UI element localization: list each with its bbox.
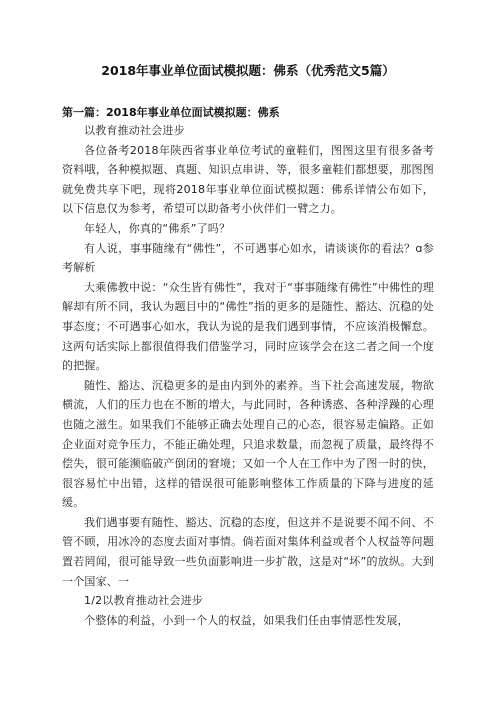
paragraph-subtitle: 以教育推动社会进步 <box>84 124 185 137</box>
paragraph-question-title: 年轻人，你真的“佛系”了吗？ <box>84 221 231 235</box>
document-title: 2018年事业单位面试模拟题：佛系（优秀范文5篇） <box>101 63 395 78</box>
paragraph-continuation: 个整体的利益，小到一个人的权益，如果我们任由事情恶性发展， <box>84 613 409 627</box>
paragraph-analysis-2: 随性、豁达、沉稳更多的是由内到外的素养。当下社会高速发展，物欲横流，人们的压力也在不断的增大，与此同时，各种诱惑、各种浮躁的心理也随之滋生。如果我们不能够正确去处理自己的心态，很容易走偏路。正如企业面对竞争压力，不能正确处理，只追求数量，而忽视了质量，最终得不偿失，很可能濒临破产倒闭的窘境；又如一个人在工作中为了图一时的快，很容易忙中出错，这样的错误很可能影响整体工作质量的下降与进度的延缓。 <box>62 378 434 510</box>
page-footer-marker: 1/2以教育推动社会进步 <box>84 594 204 608</box>
paragraph-analysis-3: 我们遇事要有随性、豁达、沉稳的态度，但这并不是说要不闻不问、不管不顾，用冰冷的态度去面对事情。倘若面对集体利益或者个人权益等问题置若罔闻，很可能导致一些负面影响进一步扩散，这是对“坏”的放纵。大到一个国家、一 <box>62 515 434 588</box>
section-heading: 第一篇：2018年事业单位面试模拟题：佛系 <box>62 106 280 119</box>
paragraph-intro: 各位备考2018年陕西省事业单位考试的童鞋们，图图这里有很多备考资料哦，各种模拟题、真题、知识点串讲、等，很多童鞋们都想要，那图图就免费共享下吧，现将2018年事业单位面试模拟题：佛系详情公布如下，以下信息仅为参考，希望可以助备考小伙伴们一臂之力。 <box>62 143 434 216</box>
paragraph-question: 有人说，事事随缘有“佛性”，不可遇事心如水，请谈谈你的看法？ɑ参考解析 <box>62 241 434 275</box>
paragraph-analysis-1: 大乘佛教中说：“众生皆有佛性”，我对于“事事随缘有佛性”中佛性的理解却有所不同，我认为题目中的“佛性”指的更多的是随性、豁达、沉稳的处事态度；不可遇事心如水，我认为说的是我们遇到事情，不应该消极懈怠。这两句话实际上都很值得我们借鉴学习，同时应该学会在这二者之间一个度的把握。 <box>62 280 434 373</box>
